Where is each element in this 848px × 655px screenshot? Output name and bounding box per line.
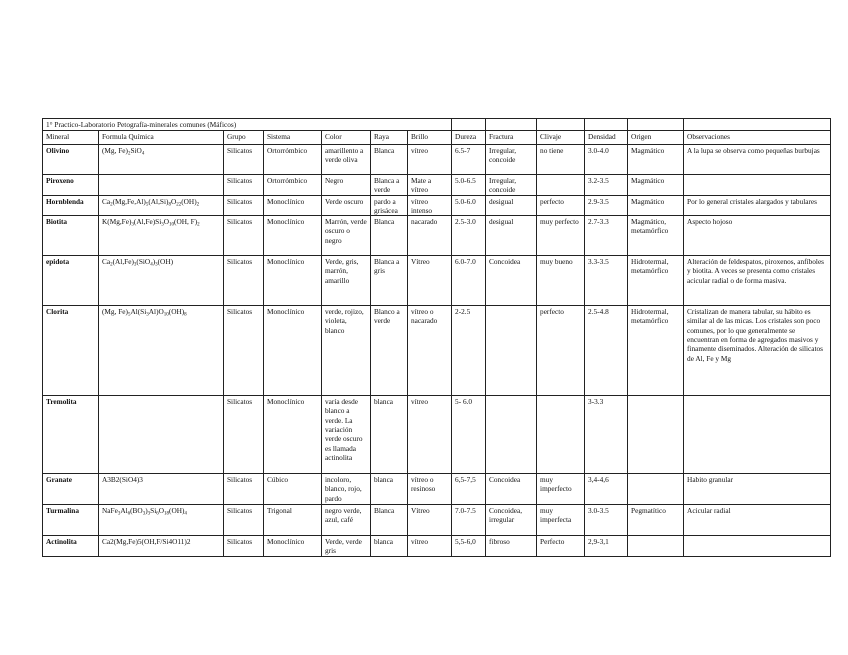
cell-grupo: Silicatos [224,175,264,196]
cell-grupo: Silicatos [224,195,264,216]
cell-mineral: Clorita [43,306,99,396]
cell-fractura: Irregular, concoide [486,145,537,175]
column-header: Color [322,131,371,145]
cell-sistema: Cúbico [264,474,322,505]
cell-origen: Magmático, metamórfico [628,216,684,256]
cell-obs: Por lo general cristales alargados y tabulares [684,195,831,216]
cell-grupo: Silicatos [224,396,264,474]
cell-brillo: vítreo [408,536,452,557]
cell-origen: Magmático [628,195,684,216]
cell-raya: Blanco a verde [371,306,408,396]
column-header: Brillo [408,131,452,145]
cell-color: Verde, gris, marrón, amarillo [322,256,371,306]
cell-raya: blanca [371,536,408,557]
table-row [43,306,831,396]
cell-mineral: Hornblenda [43,195,99,216]
cell-color: Verde oscuro [322,195,371,216]
cell-fractura [486,306,537,396]
cell-densidad: 3,4-4,6 [585,474,628,505]
cell-fractura: Concoidea, irregular [486,505,537,536]
cell-mineral: Turmalina [43,505,99,536]
cell-densidad: 3.0-4.0 [585,145,628,175]
cell-brillo: vítreo [408,145,452,175]
cell-clivaje: muy imperfecta [537,505,585,536]
cell-raya: pardo a grisácea [371,195,408,216]
cell-obs: Acicular radial [684,505,831,536]
cell-clivaje [537,175,585,196]
cell-raya: blanca [371,474,408,505]
cell-densidad: 2.9-3.5 [585,195,628,216]
cell-obs [684,175,831,196]
cell-mineral: Biotita [43,216,99,256]
cell-clivaje [537,396,585,474]
table-row [43,396,831,474]
cell-densidad: 3.0-3.5 [585,505,628,536]
cell-dureza: 6,5-7,5 [452,474,486,505]
cell-dureza: 2.5-3.0 [452,216,486,256]
cell-color: Marrón, verde oscuro o negro [322,216,371,256]
column-header: Observaciones [684,131,831,145]
cell-densidad: 3.2-3.5 [585,175,628,196]
cell-fractura: desigual [486,216,537,256]
cell-brillo: nacarado [408,216,452,256]
cell-raya: blanca [371,396,408,474]
cell-clivaje: muy perfecto [537,216,585,256]
table-row [43,145,831,175]
cell-obs [684,536,831,557]
cell-dureza: 5.0-6.0 [452,195,486,216]
cell-color: Negro [322,175,371,196]
cell-fractura [486,396,537,474]
cell-densidad: 2,9-3,1 [585,536,628,557]
cell-raya: Blanca [371,505,408,536]
cell-origen: Magmático [628,175,684,196]
table-row [43,256,831,306]
cell-formula: (Mg, $Fe)_2SiO_4$ [99,145,224,175]
cell-grupo: Silicatos [224,505,264,536]
column-header: Origen [628,131,684,145]
cell-origen: Hidrotermal, metamórfico [628,306,684,396]
column-header: Mineral [43,131,99,145]
cell-brillo: vítreo o resinoso [408,474,452,505]
cell-fractura: Concoidea [486,474,537,505]
cell-brillo: Mate a vítreo [408,175,452,196]
cell-origen [628,396,684,474]
cell-densidad: 3-3.3 [585,396,628,474]
cell-origen: Pegmatítico [628,505,684,536]
cell-origen [628,474,684,505]
cell-clivaje: no tiene [537,145,585,175]
cell-sistema: Monoclínico [264,256,322,306]
cell-brillo: vítreo intenso [408,195,452,216]
cell-formula: $Ca_2(Al,Fe)_3(SiO_4)_3(OH)$ [99,256,224,306]
cell-clivaje: perfecto [537,306,585,396]
column-header: Fractura [486,131,537,145]
cell-fractura: Irregular, concoide [486,175,537,196]
cell-mineral: Tremolita [43,396,99,474]
table-row [43,195,831,216]
cell-raya: Blanca a verde [371,175,408,196]
cell-origen: Magmático [628,145,684,175]
cell-fractura: Concoidea [486,256,537,306]
cell-brillo: Vítreo [408,505,452,536]
cell-brillo: vítreo [408,396,452,474]
table-row [43,536,831,557]
cell-color: verde, rojizo, violeta, blanco [322,306,371,396]
page-title: 1° Practico-Laboratorio Petografía-minerales comunes (Máficos) [43,119,452,131]
table-row [43,216,831,256]
cell-obs: Aspecto hojoso [684,216,831,256]
column-header: Raya [371,131,408,145]
cell-color: Verde, verde gris [322,536,371,557]
cell-dureza: 6.0-7.0 [452,256,486,306]
cell-color: varía desde blanco a verde. La variación verde oscuro es llamada actinolita [322,396,371,474]
cell-sistema: Monoclínico [264,216,322,256]
cell-dureza: 5- 6.0 [452,396,486,474]
cell-mineral: Piroxeno [43,175,99,196]
cell-fractura: desigual [486,195,537,216]
cell-formula [99,396,224,474]
cell-grupo: Silicatos [224,145,264,175]
header-row [43,131,831,145]
cell-grupo: Silicatos [224,256,264,306]
cell-sistema: Ortorrómbico [264,145,322,175]
cell-fractura: fibroso [486,536,537,557]
cell-dureza: 5,5-6,0 [452,536,486,557]
cell-sistema: Monoclínico [264,536,322,557]
cell-grupo: Silicatos [224,216,264,256]
cell-formula: A3B2(SiO4)3 [99,474,224,505]
cell-raya: Blanca [371,216,408,256]
cell-sistema: Monoclínico [264,195,322,216]
cell-formula: $NaFe_3Al_6(BO_3)_3Si_6O_{18}(OH)_4$ [99,505,224,536]
cell-clivaje: muy imperfecto [537,474,585,505]
column-header: Dureza [452,131,486,145]
cell-obs [684,396,831,474]
cell-dureza: 7.0-7.5 [452,505,486,536]
cell-brillo: vítreo o nacarado [408,306,452,396]
cell-dureza: 2-2.5 [452,306,486,396]
cell-formula: $K(Mg,Fe)_3(Al,Fe)Si_3O_{10}(OH$, $F)_2$ [99,216,224,256]
cell-formula: $Ca_2(Mg,Fe,Al)_5(Al,Si)_8O_{22}(OH)_2$ [99,195,224,216]
table-row [43,474,831,505]
cell-mineral: Actinolita [43,536,99,557]
column-header: Sistema [264,131,322,145]
cell-formula: Ca2(Mg,Fe)5(OH,F/Si4O11)2 [99,536,224,557]
cell-dureza: 5.0-6.5 [452,175,486,196]
column-header: Grupo [224,131,264,145]
cell-sistema: Monoclínico [264,396,322,474]
cell-mineral: Granate [43,474,99,505]
table-row [43,505,831,536]
cell-clivaje: muy bueno [537,256,585,306]
cell-grupo: Silicatos [224,474,264,505]
minerals-table [42,118,831,557]
cell-mineral: epidota [43,256,99,306]
cell-densidad: 2.7-3.3 [585,216,628,256]
cell-obs: A la lupa se observa como pequeñas burbujas [684,145,831,175]
cell-raya: Blanca a gris [371,256,408,306]
cell-sistema: Ortorrómbico [264,175,322,196]
cell-brillo: Vítreo [408,256,452,306]
cell-grupo: Silicatos [224,306,264,396]
cell-origen [628,536,684,557]
cell-color: amarillento a verde oliva [322,145,371,175]
cell-color: incoloro, blanco, rojo, pardo [322,474,371,505]
cell-formula: (Mg, $Fe)_5Al(Si_3Al)O_{10}(OH)_8$ [99,306,224,396]
column-header: Formula Química [99,131,224,145]
cell-color: negro verde, azul, café [322,505,371,536]
table-row [43,175,831,196]
cell-clivaje: perfecto [537,195,585,216]
cell-sistema: Trigonal [264,505,322,536]
cell-obs: Habito granular [684,474,831,505]
cell-densidad: 2.5-4.8 [585,306,628,396]
cell-obs: Cristalizan de manera tabular, su hábito es similar al de las micas. Los cristales son poco comunes, por lo que generalmente se encuentran en forma de agregados masivos y finamente diseminados. Alteración de silicatos de Al, Fe y Mg [684,306,831,396]
cell-origen: Hidrotermal, metamórfico [628,256,684,306]
cell-densidad: 3.3-3.5 [585,256,628,306]
cell-obs: Alteración de feldespatos, piroxenos, anfíboles y biotita. A veces se presenta como cristales acicular radial o de forma masiva. [684,256,831,306]
cell-dureza: 6.5-7 [452,145,486,175]
cell-grupo: Silicatos [224,536,264,557]
cell-sistema: Monoclínico [264,306,322,396]
column-header: Densidad [585,131,628,145]
cell-formula [99,175,224,196]
cell-mineral: Olivino [43,145,99,175]
column-header: Clivaje [537,131,585,145]
cell-raya: Blanca [371,145,408,175]
cell-clivaje: Perfecto [537,536,585,557]
